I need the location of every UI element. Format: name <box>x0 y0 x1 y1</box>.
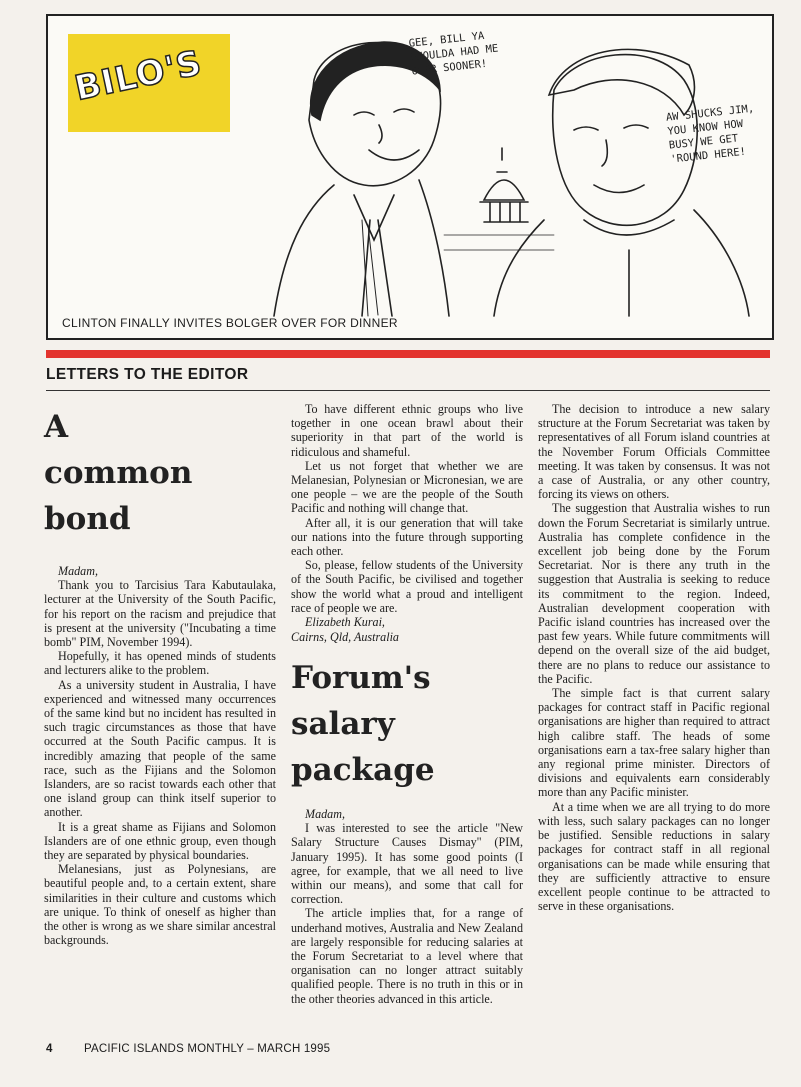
letter1-paragraph: So, please, fellow students of the University of the South Pacific, be civilised and together show the world what a proud and intelligent race of people we are. <box>291 558 523 615</box>
letter2-paragraph: The decision to introduce a new salary structure at the Forum Secretariat was taken by representatives of all Forum island countries at the November Forum Officials Committee meeting. It was taken by consensus. It was not a case of Australia, or any other country, forcing its views on others. <box>538 402 770 502</box>
letter2-paragraph: The simple fact is that current salary packages for contract staff in Pacific regional organisations are higher than required to attract high calibre staff. The heads of some organisations earn a tax-free salary higher than any regional prime minister. Directors of divisions and equivalents earn considerably more than any Pacific minister. <box>538 686 770 800</box>
cartoon-brand: BILO'S <box>71 43 206 109</box>
column-2 <box>291 402 523 1006</box>
cartoon-caption: CLINTON FINALLY INVITES BOLGER OVER FOR DINNER <box>62 316 398 330</box>
letter1-paragraph: After all, it is our generation that will take our nations into the future through supporting each other. <box>291 515 523 559</box>
cartoon-drawing <box>244 20 774 320</box>
letter2-paragraph: I was interested to see the article "New Salary Structure Causes Dismay" (PIM, January 1995). It has some good points (I agree, for example, that we all need to live within our means), and some that call for correction. <box>291 821 523 907</box>
letter1-paragraph: Thank you to Tarcisius Tara Kabutaulaka, lecturer at the University of the South Pacific, for his report on the racism and prejudice that is present at the university ("Incubating a time bomb" PIM, November 1994). <box>44 578 276 650</box>
letter1-paragraph: As a university student in Australia, I have experienced and witnessed many occurrences of the same kind but no incident has resulted in such tragic circumstances as those that have occurred at the South Pacific campus. It is incredibly amazing that people of the same race, such as the Fijians and the Solomon Islanders, are so racist towards each other that one island group can think itself superior to another. <box>44 677 276 820</box>
letter1-signature-name: Elizabeth Kurai, <box>305 615 385 630</box>
publication-line: PACIFIC ISLANDS MONTHLY – MARCH 1995 <box>84 1043 331 1055</box>
letter2-salutation: Madam, <box>305 807 345 822</box>
letter1-paragraph: It is a great shame as Fijians and Solomon Islanders are of one ethnic group, even though they are separated by physical boundaries. <box>44 819 276 863</box>
letter1-headline: A common bond <box>44 409 193 537</box>
editorial-cartoon <box>46 14 774 340</box>
letter1-signature-place: Cairns, Qld, Australia <box>291 630 399 645</box>
speech-bubble-right: AW SHUCKS JIM, YOU KNOW HOW BUSY WE GET 'ROUND HERE! <box>665 102 755 166</box>
page-number: 4 <box>46 1043 53 1055</box>
section-divider <box>46 390 770 391</box>
letter1-paragraph: Hopefully, it has opened minds of students and lecturers alike to the problem. <box>44 649 276 678</box>
column-3 <box>538 402 770 913</box>
column-1 <box>44 400 276 947</box>
speech-bubble-left: GEE, BILL YA SHOULDA HAD ME OVER SOONER! <box>408 29 499 78</box>
letter2-paragraph: The article implies that, for a range of underhand motives, Australia and New Zealand are largely responsible for reducing salaries at the Forum Secretariat to a level where that organisation can no longer attract suitably qualified people. There is no truth in this or in the other theories advanced in this article. <box>291 906 523 1006</box>
letter2-headline: Forum's salary package <box>291 660 435 789</box>
letter1-paragraph: Melanesians, just as Polynesians, are beautiful people and, to a certain extent, share similarities in their culture and customs which are unique. To think of oneself as higher than the other is wrong as we share similar ancestral backgrounds. <box>44 862 276 948</box>
section-label: LETTERS TO THE EDITOR <box>46 366 249 383</box>
letter2-paragraph: At a time when we are all trying to do more with less, such salary packages can no longer be justified. Sensible reductions in salary packages for contract staff in all regional organisations can be made while ensuring that they are sufficiently attractive to ensure excellent people continue to be attracted to serve in these organisations. <box>538 799 770 914</box>
letter1-paragraph: To have different ethnic groups who live together in one ocean brawl about their superiority in that part of the world is ridiculous and shameful. <box>291 402 523 459</box>
letter1-signature <box>291 615 523 645</box>
letter1-paragraph: Let us not forget that whether we are Melanesian, Polynesian or Micronesian, we are one people – we are the people of the South Pacific and nothing will change that. <box>291 458 523 516</box>
letter1-salutation: Madam, <box>58 564 98 578</box>
section-red-rule <box>46 350 770 358</box>
page-footer <box>46 1043 330 1055</box>
letter2-paragraph: The suggestion that Australia wishes to run down the Forum Secretariat is similarly untrue. Australia has complete confidence in the excellent job being done by the Forum Secretariat. Nor is there any truth in the suggestion that Australia is seeking to reduce its commitment to the region. Indeed, Australian development cooperation with Pacific island countries has increased over the past few years. While future commitments will depend on the overall size of the aid budget, there are no plans to reduce our assistance to the Pacific. <box>538 501 770 686</box>
